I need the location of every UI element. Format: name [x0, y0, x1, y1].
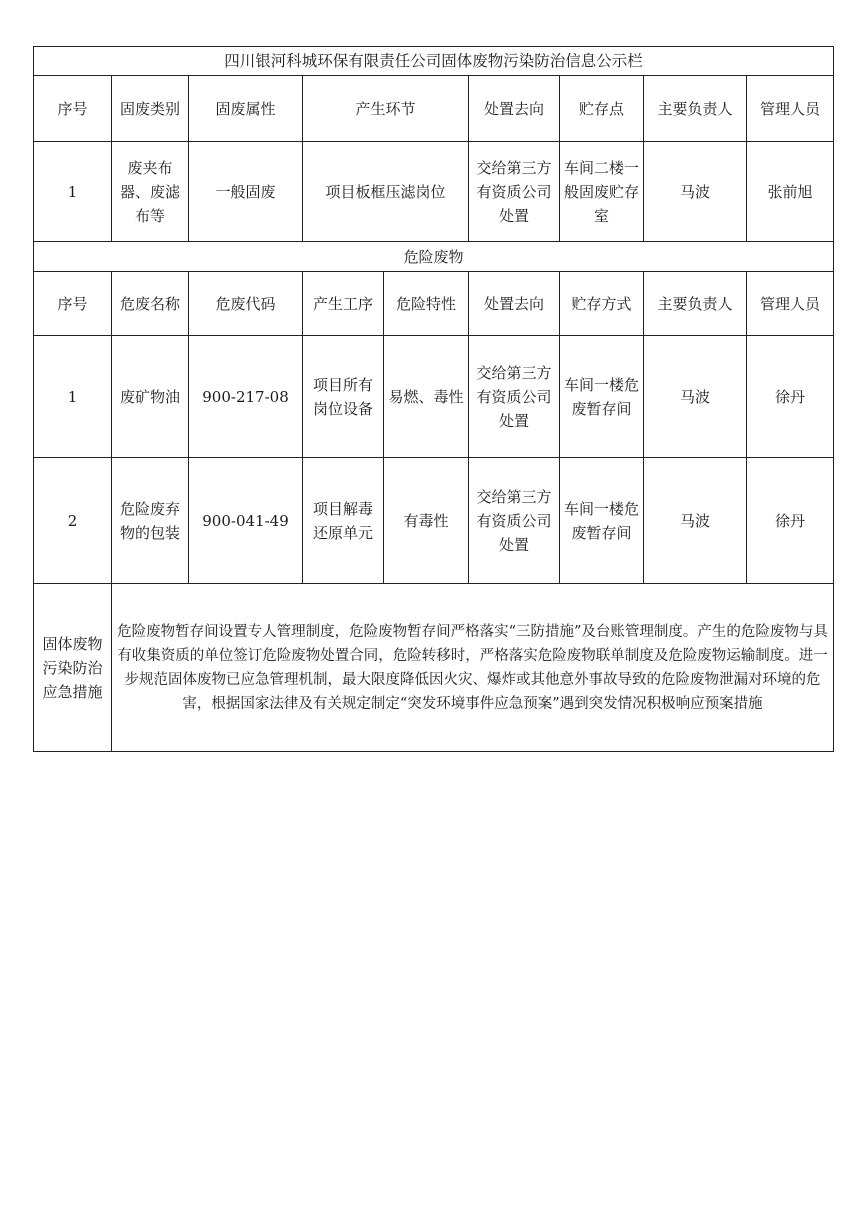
header-cell: 管理人员 [747, 272, 834, 336]
table-cell: 废矿物油 [112, 336, 189, 458]
table-cell: 徐丹 [747, 336, 834, 458]
table-cell: 1 [34, 336, 112, 458]
header-cell: 处置去向 [469, 272, 560, 336]
table-row [34, 458, 834, 584]
table-cell: 交给第三方有资质公司处置 [469, 458, 560, 584]
table-title: 四川银河科城环保有限责任公司固体废物污染防治信息公示栏 [34, 47, 834, 76]
table-row [34, 142, 834, 242]
table-cell: 900-041-49 [189, 458, 303, 584]
table-cell: 有毒性 [384, 458, 469, 584]
table-cell: 900-217-08 [189, 336, 303, 458]
table-cell: 马波 [644, 142, 747, 242]
header-cell: 贮存点 [560, 76, 644, 142]
measures-label: 固体废物污染防治应急措施 [34, 584, 112, 752]
header-cell: 主要负责人 [644, 76, 747, 142]
table-cell: 废夹布器、废滤布等 [112, 142, 189, 242]
hazardous-header-row [34, 272, 834, 336]
table-cell: 一般固废 [189, 142, 303, 242]
header-cell: 贮存方式 [560, 272, 644, 336]
section-title: 危险废物 [34, 242, 834, 272]
general-header-row [34, 76, 834, 142]
header-cell: 固废类别 [112, 76, 189, 142]
header-cell: 序号 [34, 76, 112, 142]
measures-row [34, 584, 834, 752]
table-cell: 项目解毒还原单元 [303, 458, 384, 584]
table-cell: 项目板框压滤岗位 [303, 142, 469, 242]
table-cell: 项目所有岗位设备 [303, 336, 384, 458]
header-cell: 危废代码 [189, 272, 303, 336]
table-cell: 交给第三方有资质公司处置 [469, 336, 560, 458]
table-cell: 车间一楼危废暂存间 [560, 336, 644, 458]
header-cell: 产生工序 [303, 272, 384, 336]
table-cell: 易燃、毒性 [384, 336, 469, 458]
table-cell: 1 [34, 142, 112, 242]
table-cell: 交给第三方有资质公司处置 [469, 142, 560, 242]
header-cell: 序号 [34, 272, 112, 336]
table-cell: 车间二楼一般固废贮存室 [560, 142, 644, 242]
table-cell: 危险废弃物的包装 [112, 458, 189, 584]
header-cell: 产生环节 [303, 76, 469, 142]
header-cell: 固废属性 [189, 76, 303, 142]
measures-text: 危险废物暂存间设置专人管理制度，危险废物暂存间严格落实“三防措施”及台账管理制度。产生的危险废物与具有收集资质的单位签订危险废物处置合同，危险转移时，严格落实危险废物联单制度及危险废物运输制度。进一步规范固体废物已应急管理机制，最大限度降低因火灾、爆炸或其他意外事故导致的危险废物泄漏对环境的危害，根据国家法律及有关规定制定“突发环境事件应急预案”遇到突发情况积极响应预案措施 [112, 584, 834, 752]
header-cell: 危险特性 [384, 272, 469, 336]
header-cell: 危废名称 [112, 272, 189, 336]
header-cell: 管理人员 [747, 76, 834, 142]
header-cell: 主要负责人 [644, 272, 747, 336]
table-cell: 车间一楼危废暂存间 [560, 458, 644, 584]
table-cell: 徐丹 [747, 458, 834, 584]
header-cell: 处置去向 [469, 76, 560, 142]
table-row [34, 336, 834, 458]
table-cell: 马波 [644, 458, 747, 584]
table-cell: 2 [34, 458, 112, 584]
table-cell: 张前旭 [747, 142, 834, 242]
disclosure-table [33, 46, 834, 752]
table-cell: 马波 [644, 336, 747, 458]
